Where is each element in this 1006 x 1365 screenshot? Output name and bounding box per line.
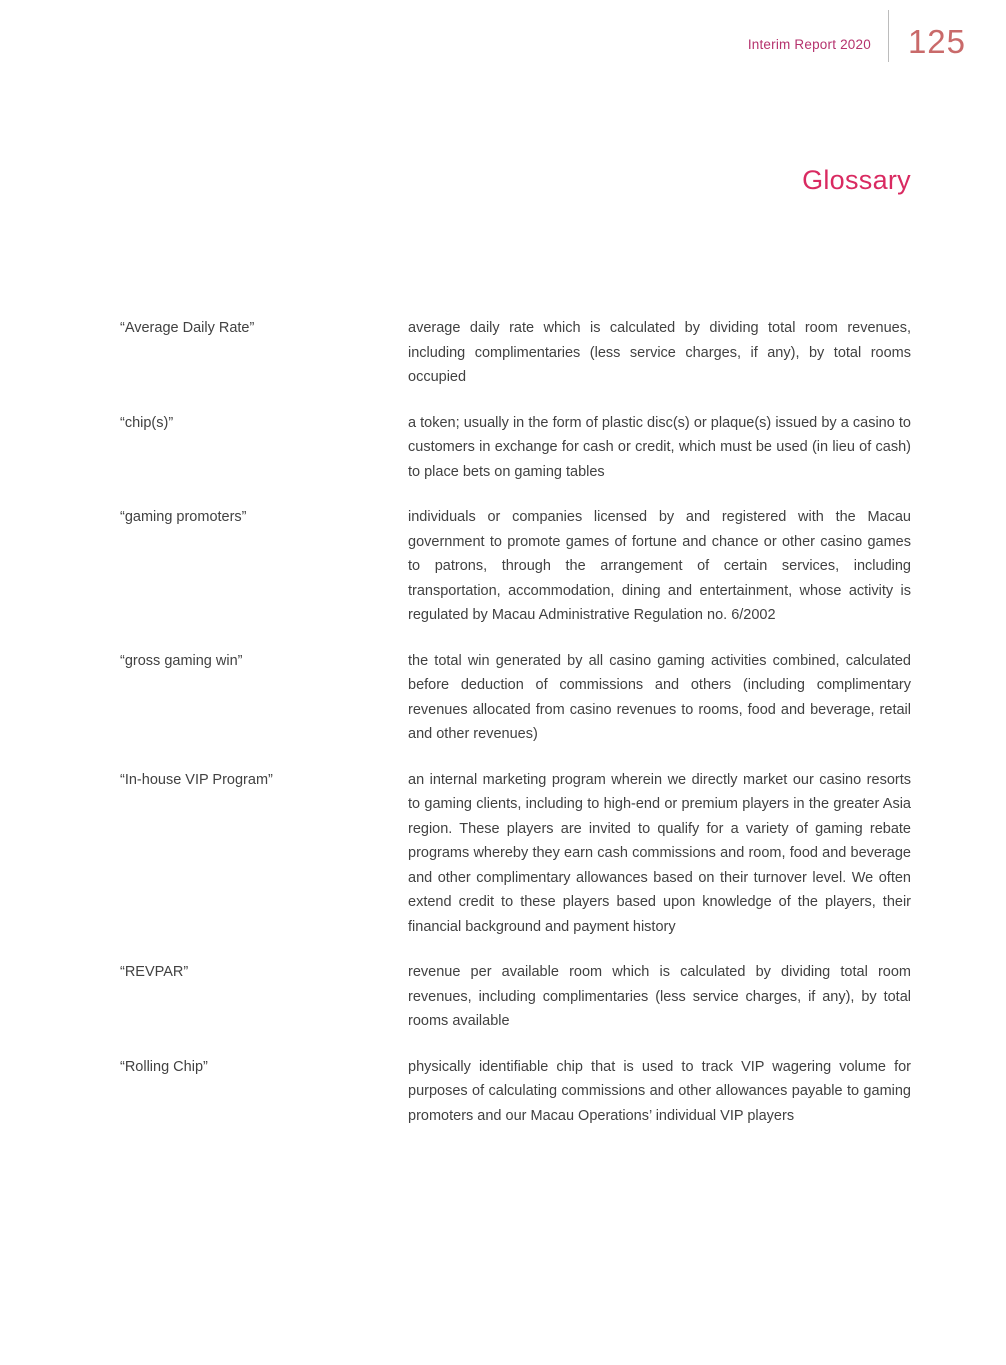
glossary-definition: physically identifiable chip that is used to track VIP wagering volume for purposes of calculating commissions and other allowances payable to gaming promoters and our Macau Operations’ individual VIP players — [408, 1058, 911, 1124]
glossary-term: “gaming promoters” — [120, 509, 247, 525]
glossary-term: “Rolling Chip” — [120, 1058, 208, 1075]
glossary-definition: revenue per available room which is calculated by dividing total room revenues, including complimentaries (less service charges, if any), by total rooms available — [408, 964, 911, 1029]
glossary-definition: individuals or companies licensed by and registered with the Macau government to promote games of fortune and chance or other casino games to patrons, through the arrangement of certain services, including transportation, accommodation, dining and entertainment, whose activity is regulated by Macau Administrative Regulation no. 6/2002 — [408, 509, 911, 623]
glossary-definition: the total win generated by all casino gaming activities combined, calculated before deduction of commissions and others (including complimentary revenues allocated from casino revenues to rooms, food and beverage, retail and other revenues) — [408, 652, 911, 742]
page-number: 125 — [907, 23, 966, 60]
glossary-entry — [120, 1055, 911, 1129]
glossary-term: “gross gaming win” — [120, 652, 243, 669]
glossary-entry — [120, 411, 911, 485]
glossary-entry — [120, 960, 911, 1034]
header-divider — [888, 10, 889, 62]
glossary-definition: a token; usually in the form of plastic disc(s) or plaque(s) issued by a casino to customers in exchange for cash or credit, which must be used (in lieu of cash) to place bets on gaming tables — [408, 414, 911, 480]
glossary-list — [120, 316, 911, 1149]
glossary-entry — [120, 505, 911, 628]
glossary-entry — [120, 768, 911, 940]
page-title: Glossary — [802, 165, 911, 195]
page-header — [748, 10, 966, 62]
glossary-term: “REVPAR” — [120, 964, 189, 980]
glossary-definition: average daily rate which is calculated by dividing total room revenues, including complimentaries (less service charges, if any), by total rooms occupied — [408, 320, 911, 385]
glossary-term: “In-house VIP Program” — [120, 771, 273, 788]
glossary-entry — [120, 316, 911, 390]
glossary-entry — [120, 649, 911, 747]
glossary-term: “chip(s)” — [120, 414, 174, 431]
glossary-definition: an internal marketing program wherein we directly market our casino resorts to gaming clients, including to high-end or premium players in the greater Asia region. These players are invited to qualify for a variety of gaming rebate programs whereby they earn cash commissions and room, food and beverage and other complimentary allowances based on their turnover level. We often extend credit to these players based upon knowledge of the players, their financial background and payment history — [408, 771, 911, 935]
glossary-term: “Average Daily Rate” — [120, 320, 255, 336]
report-title: Interim Report 2020 — [747, 36, 871, 52]
